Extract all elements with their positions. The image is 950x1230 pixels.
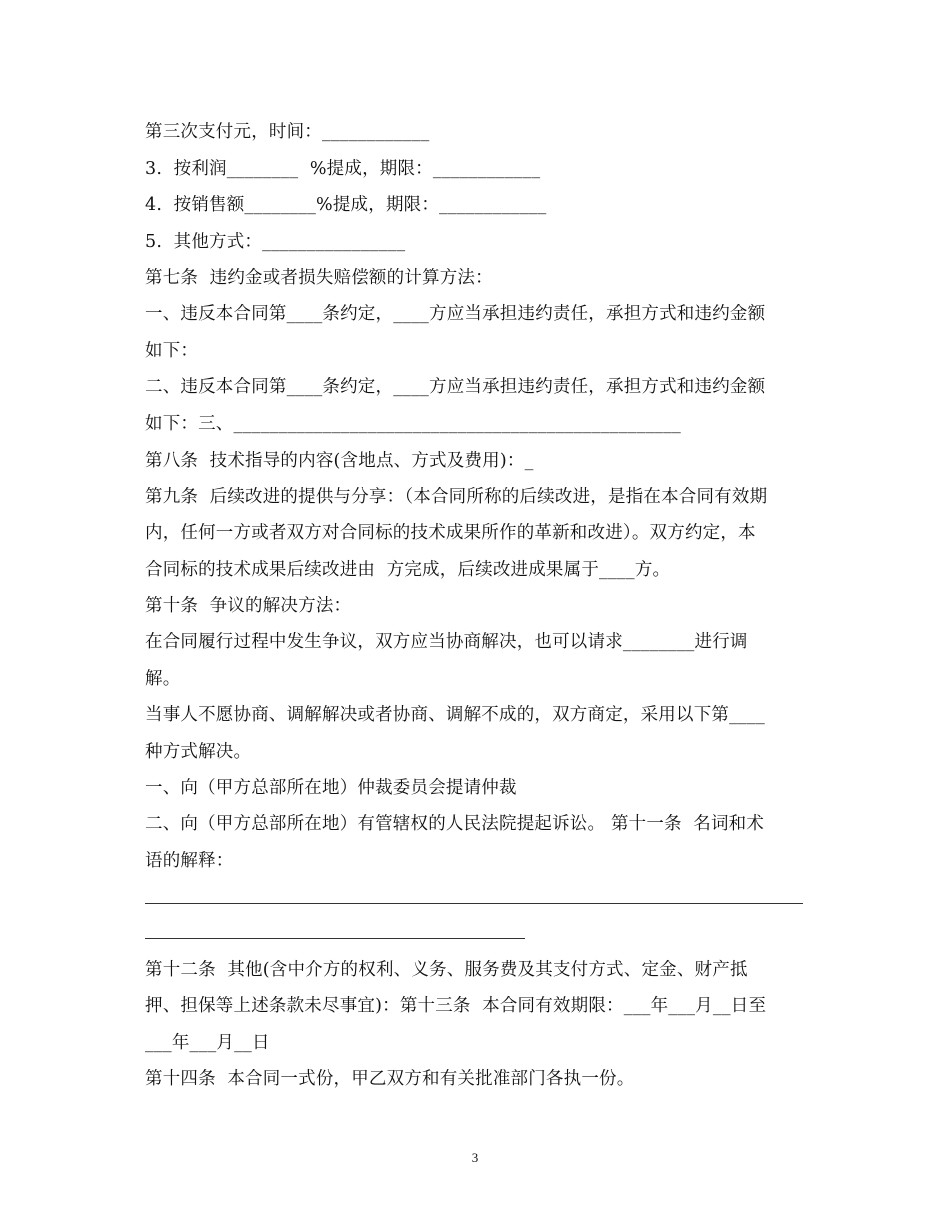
text-line: ___年___月__日 (145, 1033, 270, 1053)
text-line: 当事人不愿协商、调解解决或者协商、调解不成的，双方商定，采用以下第____ (145, 705, 765, 725)
text-line: 二、违反本合同第____条约定，____方应当承担违约责任，承担方式和违约金额 (145, 377, 766, 397)
text-line: 4. 按销售额________%提成，期限：____________ (145, 195, 547, 215)
section-heading: 第七条 违约金或者损失赔偿额的计算方法： (145, 268, 493, 288)
text-line: 如下：三、__________________________________________________ (145, 414, 681, 434)
page-number: 3 (471, 1150, 479, 1165)
section-heading: 第十四条 本合同一式份，甲乙双方和有关批准部门各执一份。 (145, 1069, 635, 1089)
text-line: 二、向（甲方总部所在地）有管辖权的人民法院提起诉讼。 第十一条 名词和术 (145, 814, 765, 834)
text-line: 如下： (145, 341, 199, 361)
section-heading: 第十条 争议的解决方法： (145, 596, 352, 616)
text-line: 解。 (145, 669, 181, 689)
text-line: 第三次支付元，时间：____________ (145, 122, 430, 142)
text-line: 一、向（甲方总部所在地）仲裁委员会提请仲裁 (145, 778, 517, 798)
section-heading: 第八条 技术指导的内容(含地点、方式及费用)：_ (145, 451, 534, 471)
text-line: 押、担保等上述条款未尽事宜)：第十三条 本合同有效期限：___年___月__日至 (145, 996, 767, 1016)
blank-fill-rule (145, 938, 525, 939)
text-line: 内，任何一方或者双方对合同标的技术成果所作的革新和改进）。双方约定，本 (145, 523, 756, 543)
text-line: 种方式解决。 (145, 742, 252, 762)
text-line: 在合同履行过程中发生争议，双方应当协商解决，也可以请求________进行调 (145, 632, 748, 652)
text-line: 合同标的技术成果后续改进由 方完成，后续改进成果属于____方。 (145, 560, 671, 580)
text-line: 3. 按利润________ %提成，期限：____________ (145, 159, 541, 179)
section-heading: 第九条 后续改进的提供与分享：（本合同所称的后续改进，是指在本合同有效期 (145, 487, 768, 507)
text-line: 语的解释： (145, 851, 234, 871)
section-heading: 第十二条 其他(含中介方的权利、义务、服务费及其支付方式、定金、财产抵 (145, 960, 748, 980)
text-line: 5. 其他方式：________________ (145, 232, 406, 252)
blank-fill-rule (145, 903, 803, 904)
text-line: 一、违反本合同第____条约定，____方应当承担违约责任，承担方式和违约金额 (145, 304, 766, 324)
